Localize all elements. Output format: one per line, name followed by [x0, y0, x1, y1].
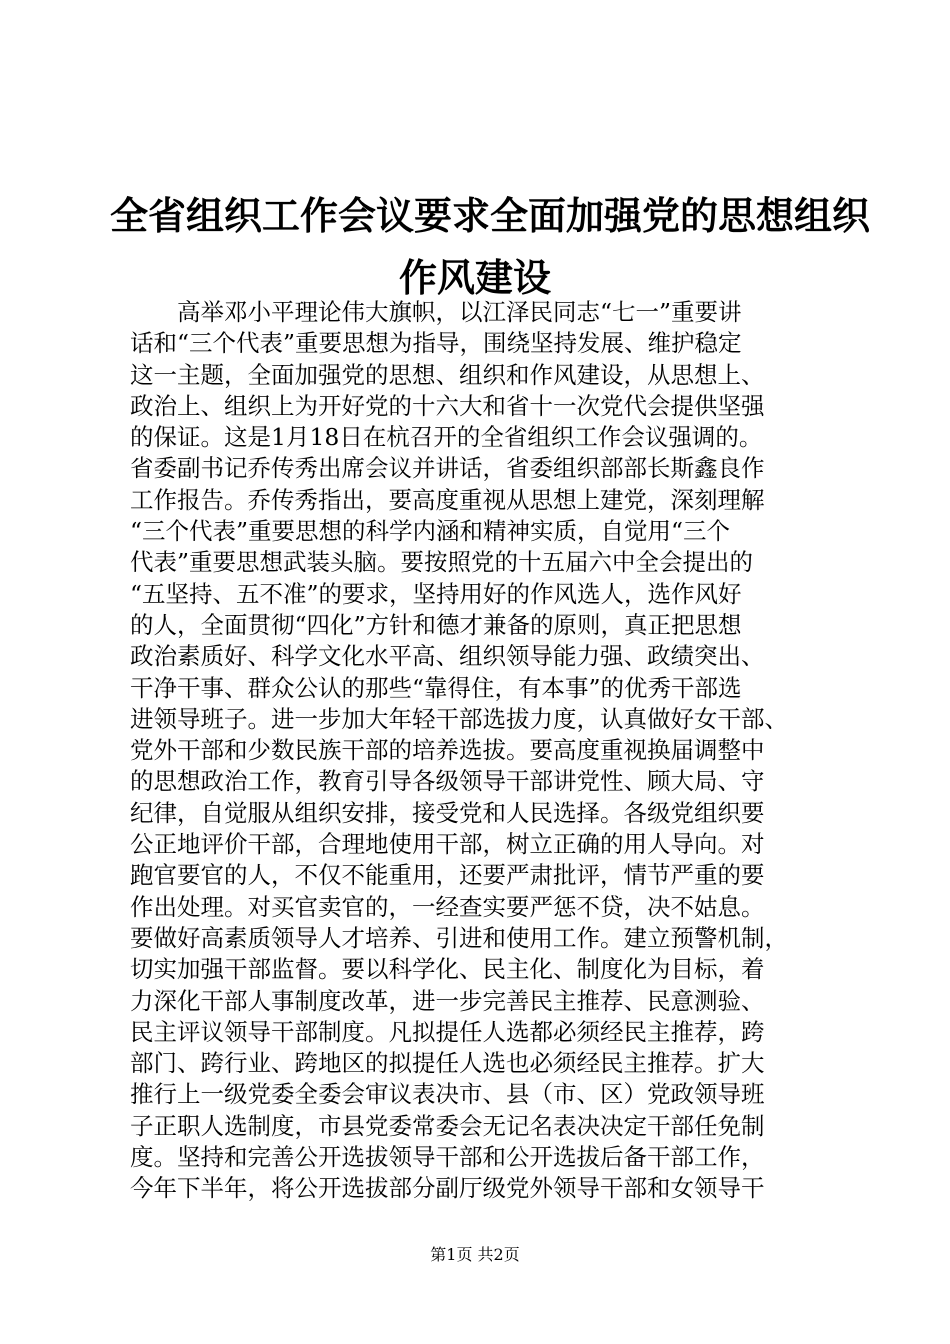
body-line: 推行上一级党委全委会审议表决市、县（市、区）党政领导班	[130, 1080, 765, 1109]
body-line: 作出处理。对买官卖官的，一经查实要严惩不贷，决不姑息。	[130, 892, 765, 921]
body-line: 政治素质好、科学文化水平高、组织领导能力强、政绩突出、	[130, 642, 765, 671]
article-body	[130, 297, 830, 1205]
body-line: 省委副书记乔传秀出席会议并讲话，省委组织部部长斯鑫良作	[130, 454, 765, 483]
body-line: 进领导班子。进一步加大年轻干部选拔力度，认真做好女干部、	[130, 704, 788, 733]
page-footer: 第1页 共2页	[430, 1245, 520, 1264]
body-line: 跑官要官的人，不仅不能重用，还要严肃批评，情节严重的要	[130, 861, 765, 890]
body-line: 干净干事、群众公认的那些“靠得住，有本事”的优秀干部选	[130, 673, 742, 702]
body-line: 的人，全面贯彻“四化”方针和德才兼备的原则，真正把思想	[130, 610, 742, 639]
document-title-line-1: 全省组织工作会议要求全面加强党的思想组织	[110, 193, 871, 238]
body-line: 代表”重要思想武装头脑。要按照党的十五届六中全会提出的	[130, 548, 754, 577]
body-line: 工作报告。乔传秀指出，要高度重视从思想上建党，深刻理解	[130, 485, 765, 514]
body-line: 这一主题，全面加强党的思想、组织和作风建设，从思想上、	[130, 360, 765, 389]
body-line: 政治上、组织上为开好党的十六大和省十一次党代会提供坚强	[130, 391, 765, 420]
body-line: “五坚持、五不准”的要求，坚持用好的作风选人，选作风好	[130, 579, 742, 608]
body-line: 子正职人选制度，市县党委常委会无记名表决决定干部任免制	[130, 1111, 765, 1140]
body-line: 力深化干部人事制度改革，进一步完善民主推荐、民意测验、	[130, 986, 765, 1015]
body-line: 党外干部和少数民族干部的培养选拔。要高度重视换届调整中	[130, 736, 765, 765]
body-line: 高举邓小平理论伟大旗帜，以江泽民同志“七一”重要讲	[130, 298, 742, 326]
body-line: 纪律，自觉服从组织安排，接受党和人民选择。各级党组织要	[130, 798, 765, 827]
body-line: 民主评议领导干部制度。凡拟提任人选都必须经民主推荐，跨	[130, 1017, 765, 1046]
body-line: 今年下半年，将公开选拔部分副厅级党外领导干部和女领导干	[130, 1174, 765, 1203]
body-line: 要做好高素质领导人才培养、引进和使用工作。建立预警机制，	[130, 923, 788, 952]
body-line: 部门、跨行业、跨地区的拟提任人选也必须经民主推荐。扩大	[130, 1049, 765, 1078]
body-line: 的思想政治工作，教育引导各级领导干部讲党性、顾大局、守	[130, 767, 765, 796]
body-line: 的保证。这是1月18日在杭召开的全省组织工作会议强调的。	[130, 423, 763, 452]
body-line: 话和“三个代表”重要思想为指导，围绕坚持发展、维护稳定	[130, 329, 742, 358]
body-line: 公正地评价干部，合理地使用干部，树立正确的用人导向。对	[130, 830, 765, 859]
body-line: 切实加强干部监督。要以科学化、民主化、制度化为目标，着	[130, 955, 765, 984]
document-title-line-2: 作风建设	[398, 255, 551, 300]
body-line: “三个代表”重要思想的科学内涵和精神实质，自觉用“三个	[130, 517, 731, 546]
body-line: 度。坚持和完善公开选拔领导干部和公开选拔后备干部工作，	[130, 1143, 765, 1172]
